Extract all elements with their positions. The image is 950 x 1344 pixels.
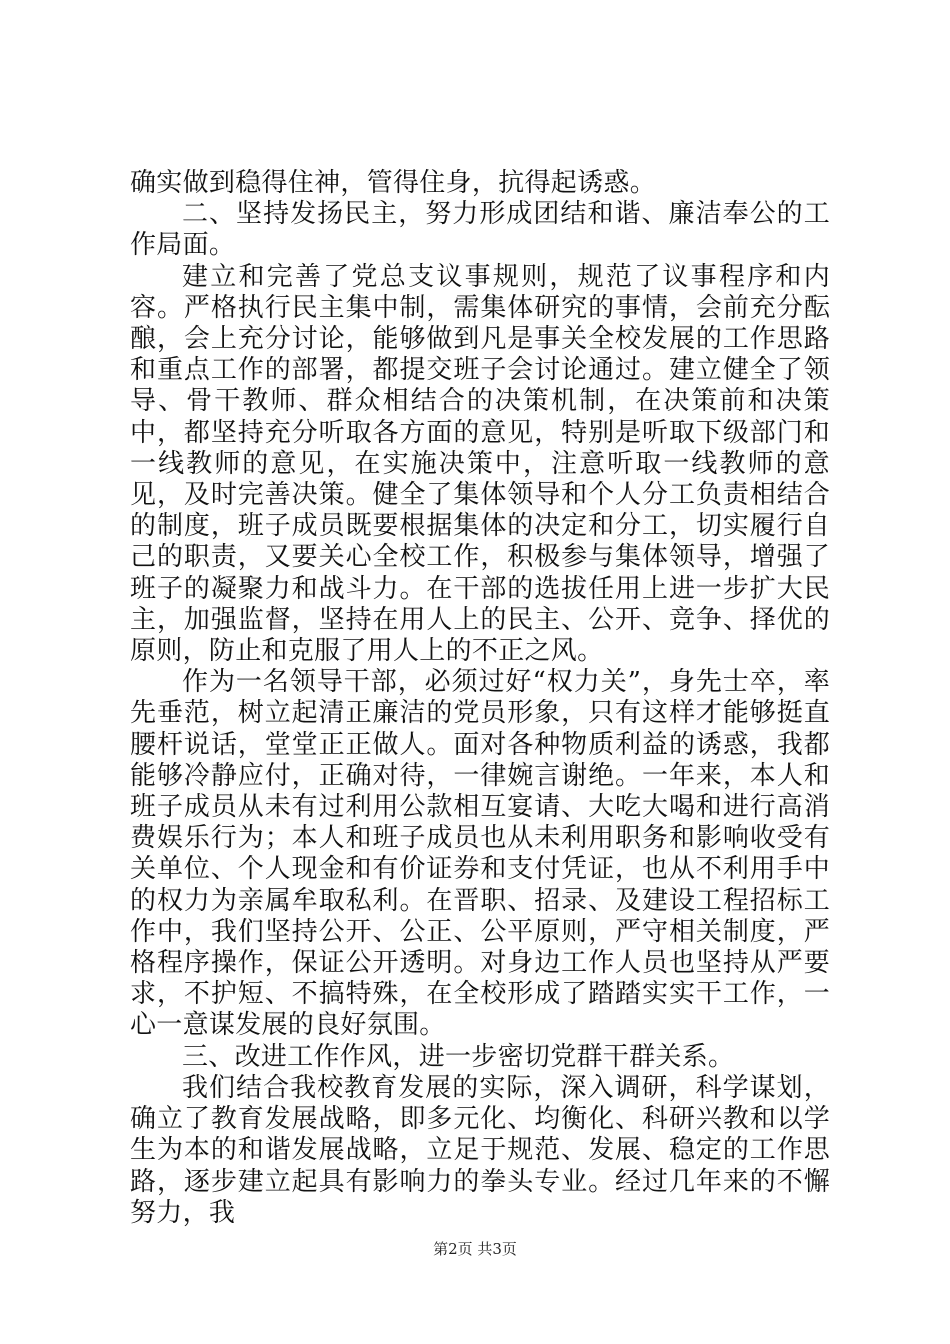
document-body [130, 168, 830, 1229]
page-footer: 第2页 共3页 [433, 1240, 517, 1258]
paragraph-continuation: 确实做到稳得住神，管得住身，抗得起诱惑。 [130, 168, 657, 198]
paragraph-democracy: 建立和完善了党总支议事规则，规范了议事程序和内容。严格执行民主集中制，需集体研究的事情，会前充分酝酿，会上充分讨论，能够做到凡是事关全校发展的工作思路和重点工作的部署，都提交班子会讨论通过。建立健全了领导、骨干教师、群众相结合的决策机制，在决策前和决策中，都坚持充分听取各方面的意见，特别是听取下级部门和一线教师的意见，在实施决策中，注意听取一线教师的意见，及时完善决策。健全了集体领导和个人分工负责相结合的制度，班子成员既要根据集体的决定和分工，切实履行自己的职责，又要关心全校工作，积极参与集体领导，增强了班子的凝聚力和战斗力。在干部的选拔任用上进一步扩大民主，加强监督，坚持在用人上的民主、公开、竞争、择优的原则，防止和克服了用人上的不正之风。 [130, 261, 830, 667]
section-heading-2: 二、坚持发扬民主，努力形成团结和谐、廉洁奉公的工作局面。 [130, 199, 830, 261]
section-heading-3: 三、改进工作作风，进一步密切党群干群关系。 [182, 1041, 735, 1072]
paragraph-integrity: 作为一名领导干部，必须过好“权力关”，身先士卒，率先垂范，树立起清正廉洁的党员形象，只有这样才能够挺直腰杆说话，堂堂正正做人。面对各种物质利益的诱惑，我都能够冷静应付，正确对待，一律婉言谢绝。一年来，本人和班子成员从未有过利用公款相互宴请、大吃大喝和进行高消费娱乐行为；本人和班子成员也从未利用职务和影响收受有关单位、个人现金和有价证券和支付凭证，也从不利用手中的权力为亲属牟取私利。在晋职、招录、及建设工程招标工作中，我们坚持公开、公正、公平原则，严守相关制度，严格程序操作，保证公开透明。对身边工作人员也坚持从严要求，不护短、不搞特殊，在全校形成了踏踏实实干工作，一心一意谋发展的良好氛围。 [130, 667, 830, 1041]
paragraph-strategy: 我们结合我校教育发展的实际，深入调研，科学谋划，确立了教育发展战略，即多元化、均衡化、科研兴教和以学生为本的和谐发展战略，立足于规范、发展、稳定的工作思路，逐步建立起具有影响力的拳头专业。经过几年来的不懈努力，我 [130, 1072, 830, 1228]
